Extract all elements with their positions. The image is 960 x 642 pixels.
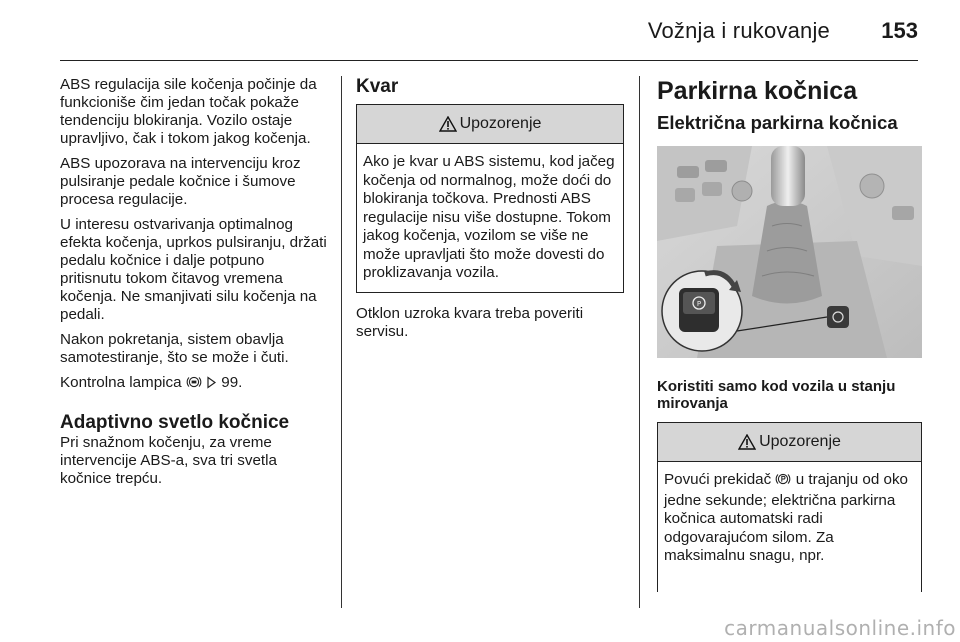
adaptive-brake-paragraph: Pri snažnom kočenju, za vreme intervencije ABS-a, sva tri svetla kočnice trepću. (60, 434, 277, 487)
abs-paragraph-2: ABS upozorava na intervenciju kroz pulsiranje pedale kočnice i šumove procesa regulacije. (60, 155, 301, 208)
column-right (657, 76, 922, 592)
page-header (60, 0, 918, 61)
section-heading-adaptive-brake-light: Adaptivno svetlo kočnice (60, 412, 290, 433)
parking-brake-icon (775, 472, 791, 492)
abs-paragraph-4: Nakon pokretanja, sistem obavlja samotestiranje, što se može i čuti. (60, 331, 289, 366)
control-lamp-paragraph (60, 374, 328, 394)
warning-text: Ako je kvar u ABS sistemu, kod jačeg kočenja od normalnog, može doći do blokiranja točkova. Prednosti ABS regulacije nisu više dostupne. Tokom jakog kočenja, vozilom se više ne može upravljati što može dovesti do proklizavanja vozila. (363, 153, 615, 281)
warning-header (357, 105, 623, 144)
warning-text-parking (658, 462, 921, 592)
abs-paragraph-3: U interesu ostvarivanja optimalnog efekta kočenja, uprkos pulsiranju, držati pedalu kočnice i dalje potpuno pritisnutu tokom čitavog vremena kočenja. Ne smanjivati silu kočenja na pedali. (60, 216, 327, 323)
warning-title-parking: Upozorenje (759, 433, 841, 450)
section-title-parking-brake: Parkirna kočnica (657, 77, 858, 105)
header-title: Vožnja i rukovanje (647, 18, 830, 43)
section-subtitle-electric-parking-brake: Električna parkirna kočnica (657, 112, 898, 133)
warning-header-parking (658, 423, 921, 462)
control-lamp-text: Kontrolna lampica (60, 374, 182, 391)
section-heading-fault: Kvar (356, 76, 399, 97)
parking-brake-photo (657, 146, 922, 358)
warning-triangle-icon (439, 116, 457, 132)
warning-title: Upozorenje (459, 115, 542, 132)
column-middle (356, 76, 624, 348)
page-reference: 99. (221, 374, 243, 391)
warning-text-part-1: Povući prekidač (664, 471, 772, 488)
warning-box (356, 104, 624, 293)
service-paragraph: Otklon uzroka kvara treba poveriti servisu. (356, 304, 584, 340)
page-number: 153 (881, 18, 918, 43)
watermark: carmanualsonline.info (724, 616, 956, 640)
warning-triangle-icon (738, 434, 756, 450)
column-left (60, 76, 328, 495)
abs-paragraph-1: ABS regulacija sile kočenja počinje da funkcioniše čim jedan točak pokaže tendenciju blokiranja. Vozilo ostaje upravljivo, čak i tokom jakog kočenja. (60, 76, 317, 147)
page-reference-arrow-icon (206, 376, 217, 394)
column-divider (341, 76, 342, 608)
abs-lamp-icon (186, 375, 202, 394)
warning-text-part-2: u trajanju od oko jedne sekunde; električna parkirna kočnica automatski radi odgovarajućom silom. Za maksimalnu snagu, npr. (664, 471, 908, 564)
warning-box-parking (657, 422, 922, 592)
usage-subheading: Koristiti samo kod vozila u stanju mirovanja (657, 378, 896, 412)
svg-text:P: P (696, 300, 702, 308)
column-divider (639, 76, 640, 608)
